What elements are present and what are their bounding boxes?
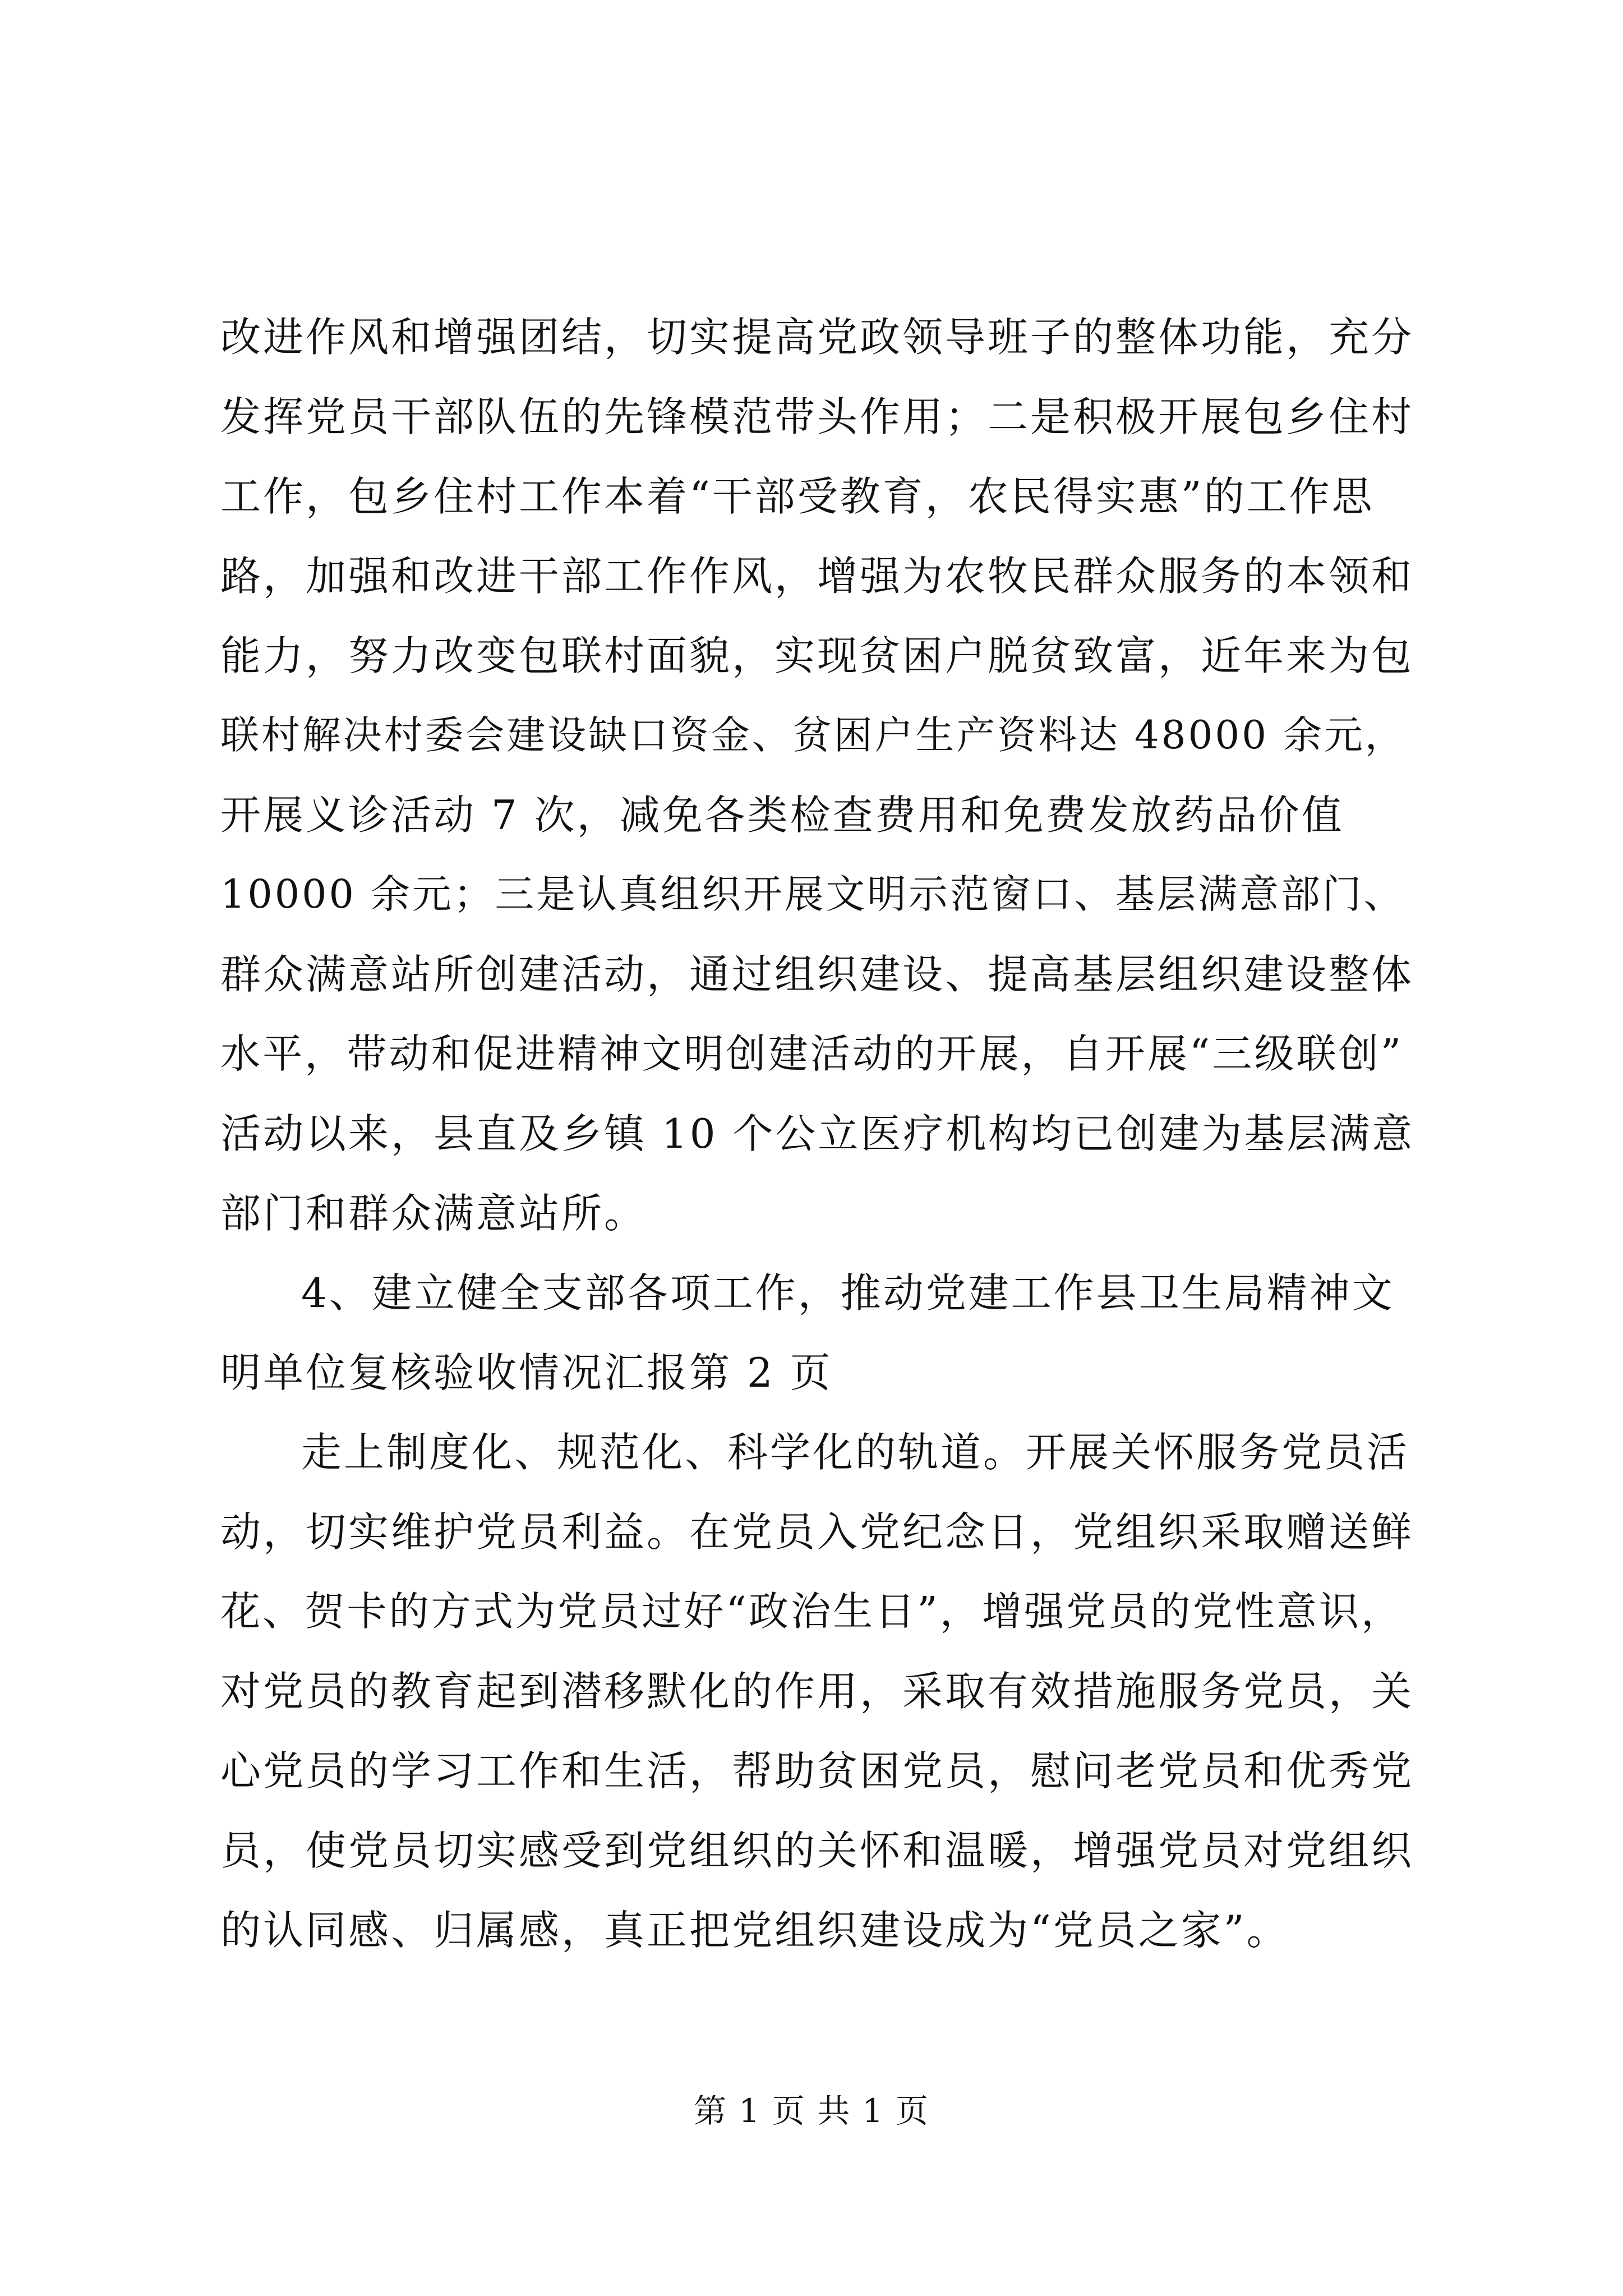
text-line: 的认同感、归属感，真正把党组织建设成为“党员之家”。 (220, 1907, 1289, 1954)
text-line: 对党员的教育起到潜移默化的作用，采取有效措施服务党员，关 (220, 1668, 1414, 1715)
text-line: 路，加强和改进干部工作作风，增强为农牧民群众服务的本领和 (220, 553, 1414, 600)
text-line: 花、贺卡的方式为党员过好“政治生日”，增强党员的党性意识， (220, 1588, 1404, 1635)
text-line: 开展义诊活动 7 次，减免各类检查费用和免费发放药品价值 (220, 792, 1344, 839)
text-line: 能力，努力改变包联村面貌，实现贫困户脱贫致富，近年来为包 (220, 632, 1414, 679)
text-line: 员，使党员切实感受到党组织的关怀和温暖，增强党员对党组织 (220, 1827, 1414, 1874)
paragraph-3 (220, 1412, 1415, 1970)
text-line: 联村解决村委会建设缺口资金、贫困户生产资料达 48000 余元， (220, 713, 1406, 758)
text-line: 走上制度化、规范化、科学化的轨道。开展关怀服务党员活 (301, 1429, 1410, 1476)
document-body (220, 297, 1415, 1970)
text-line: 部门和群众满意站所。 (220, 1190, 647, 1237)
text-line: 10000 余元；三是认真组织开展文明示范窗口、基层满意部门、 (220, 872, 1405, 917)
text-line: 水平，带动和促进精神文明创建活动的开展，自开展“三级联创” (220, 1030, 1404, 1077)
text-line: 动，切实维护党员利益。在党员入党纪念日，党组织采取赠送鲜 (220, 1508, 1414, 1556)
text-line: 心党员的学习工作和生活，帮助贫困党员，慰问老党员和优秀党 (220, 1747, 1414, 1795)
text-line: 工作，包乡住村工作本着“干部受教育，农民得实惠”的工作思 (220, 473, 1375, 520)
page-footer: 第 1 页 共 1 页 (694, 2092, 929, 2130)
text-line: 改进作风和增强团结，切实提高党政领导班子的整体功能，充分 (220, 314, 1414, 361)
text-line: 4、建立健全支部各项工作，推动党建工作县卫生局精神文 (301, 1269, 1395, 1317)
text-line: 明单位复核验收情况汇报第 2 页 (220, 1349, 833, 1396)
paragraph-1 (220, 297, 1415, 1253)
text-line: 群众满意站所创建活动，通过组织建设、提高基层组织建设整体 (220, 951, 1414, 998)
text-line: 活动以来，县直及乡镇 10 个公立医疗机构均已创建为基层满意 (220, 1110, 1415, 1157)
paragraph-2 (220, 1253, 1415, 1412)
text-line: 发挥党员干部队伍的先锋模范带头作用；二是积极开展包乡住村 (220, 393, 1414, 440)
